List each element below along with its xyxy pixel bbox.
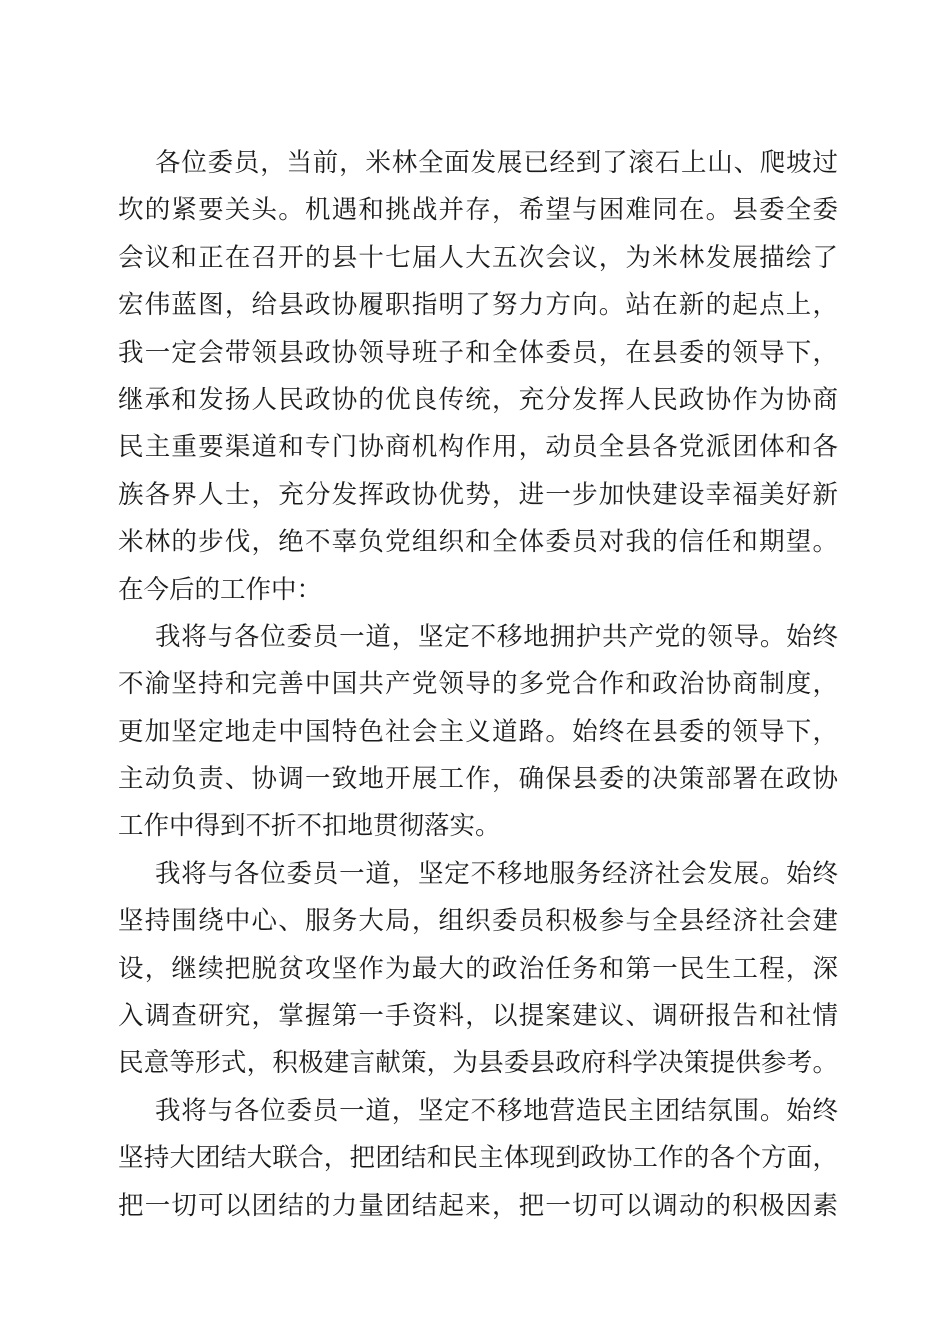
text-line: 我将与各位委员一道，坚定不移地营造民主团结氛围。始终 [155, 1095, 838, 1126]
paragraph-2 [118, 614, 838, 851]
text-line: 我将与各位委员一道，坚定不移地服务经济社会发展。始终 [155, 858, 838, 889]
text-line: 宏伟蓝图，给县政协履职指明了努力方向。站在新的起点上， [118, 290, 838, 321]
text-line: 更加坚定地走中国特色社会主义道路。始终在县委的领导下， [118, 716, 838, 747]
text-line: 入调查研究，掌握第一手资料，以提案建议、调研报告和社情 [118, 1001, 838, 1032]
text-line: 民主重要渠道和专门协商机构作用，动员全县各党派团体和各 [118, 432, 838, 463]
paragraph-1 [118, 140, 838, 614]
text-line: 坎的紧要关头。机遇和挑战并存，希望与困难同在。县委全委 [118, 195, 838, 226]
document-body [118, 140, 838, 1230]
text-line: 在今后的工作中： [118, 574, 323, 605]
text-line: 我将与各位委员一道，坚定不移地拥护共产党的领导。始终 [155, 621, 838, 652]
text-line: 不渝坚持和完善中国共产党领导的多党合作和政治协商制度， [118, 669, 838, 700]
text-line: 会议和正在召开的县十七届人大五次会议，为米林发展描绘了 [118, 242, 838, 273]
text-line: 设，继续把脱贫攻坚作为最大的政治任务和第一民生工程，深 [118, 953, 838, 984]
paragraph-3 [118, 851, 838, 1088]
text-line: 主动负责、协调一致地开展工作，确保县委的决策部署在政协 [118, 764, 838, 795]
paragraph-4 [118, 1088, 838, 1230]
text-line: 坚持围绕中心、服务大局，组织委员积极参与全县经济社会建 [118, 906, 838, 937]
text-line: 民意等形式，积极建言献策，为县委县政府科学决策提供参考。 [118, 1048, 838, 1079]
text-line: 我一定会带领县政协领导班子和全体委员，在县委的领导下， [118, 337, 838, 368]
text-line: 坚持大团结大联合，把团结和民主体现到政协工作的各个方面， [118, 1143, 838, 1174]
text-line: 各位委员，当前，米林全面发展已经到了滚石上山、爬坡过 [155, 148, 838, 178]
text-line: 米林的步伐，绝不辜负党组织和全体委员对我的信任和期望。 [118, 527, 838, 558]
text-line: 族各界人士，充分发挥政协优势，进一步加快建设幸福美好新 [118, 479, 838, 510]
text-line: 把一切可以团结的力量团结起来，把一切可以调动的积极因素 [118, 1190, 838, 1221]
text-line: 工作中得到不折不扣地贯彻落实。 [118, 811, 501, 842]
text-line: 继承和发扬人民政协的优良传统，充分发挥人民政协作为协商 [118, 384, 838, 415]
